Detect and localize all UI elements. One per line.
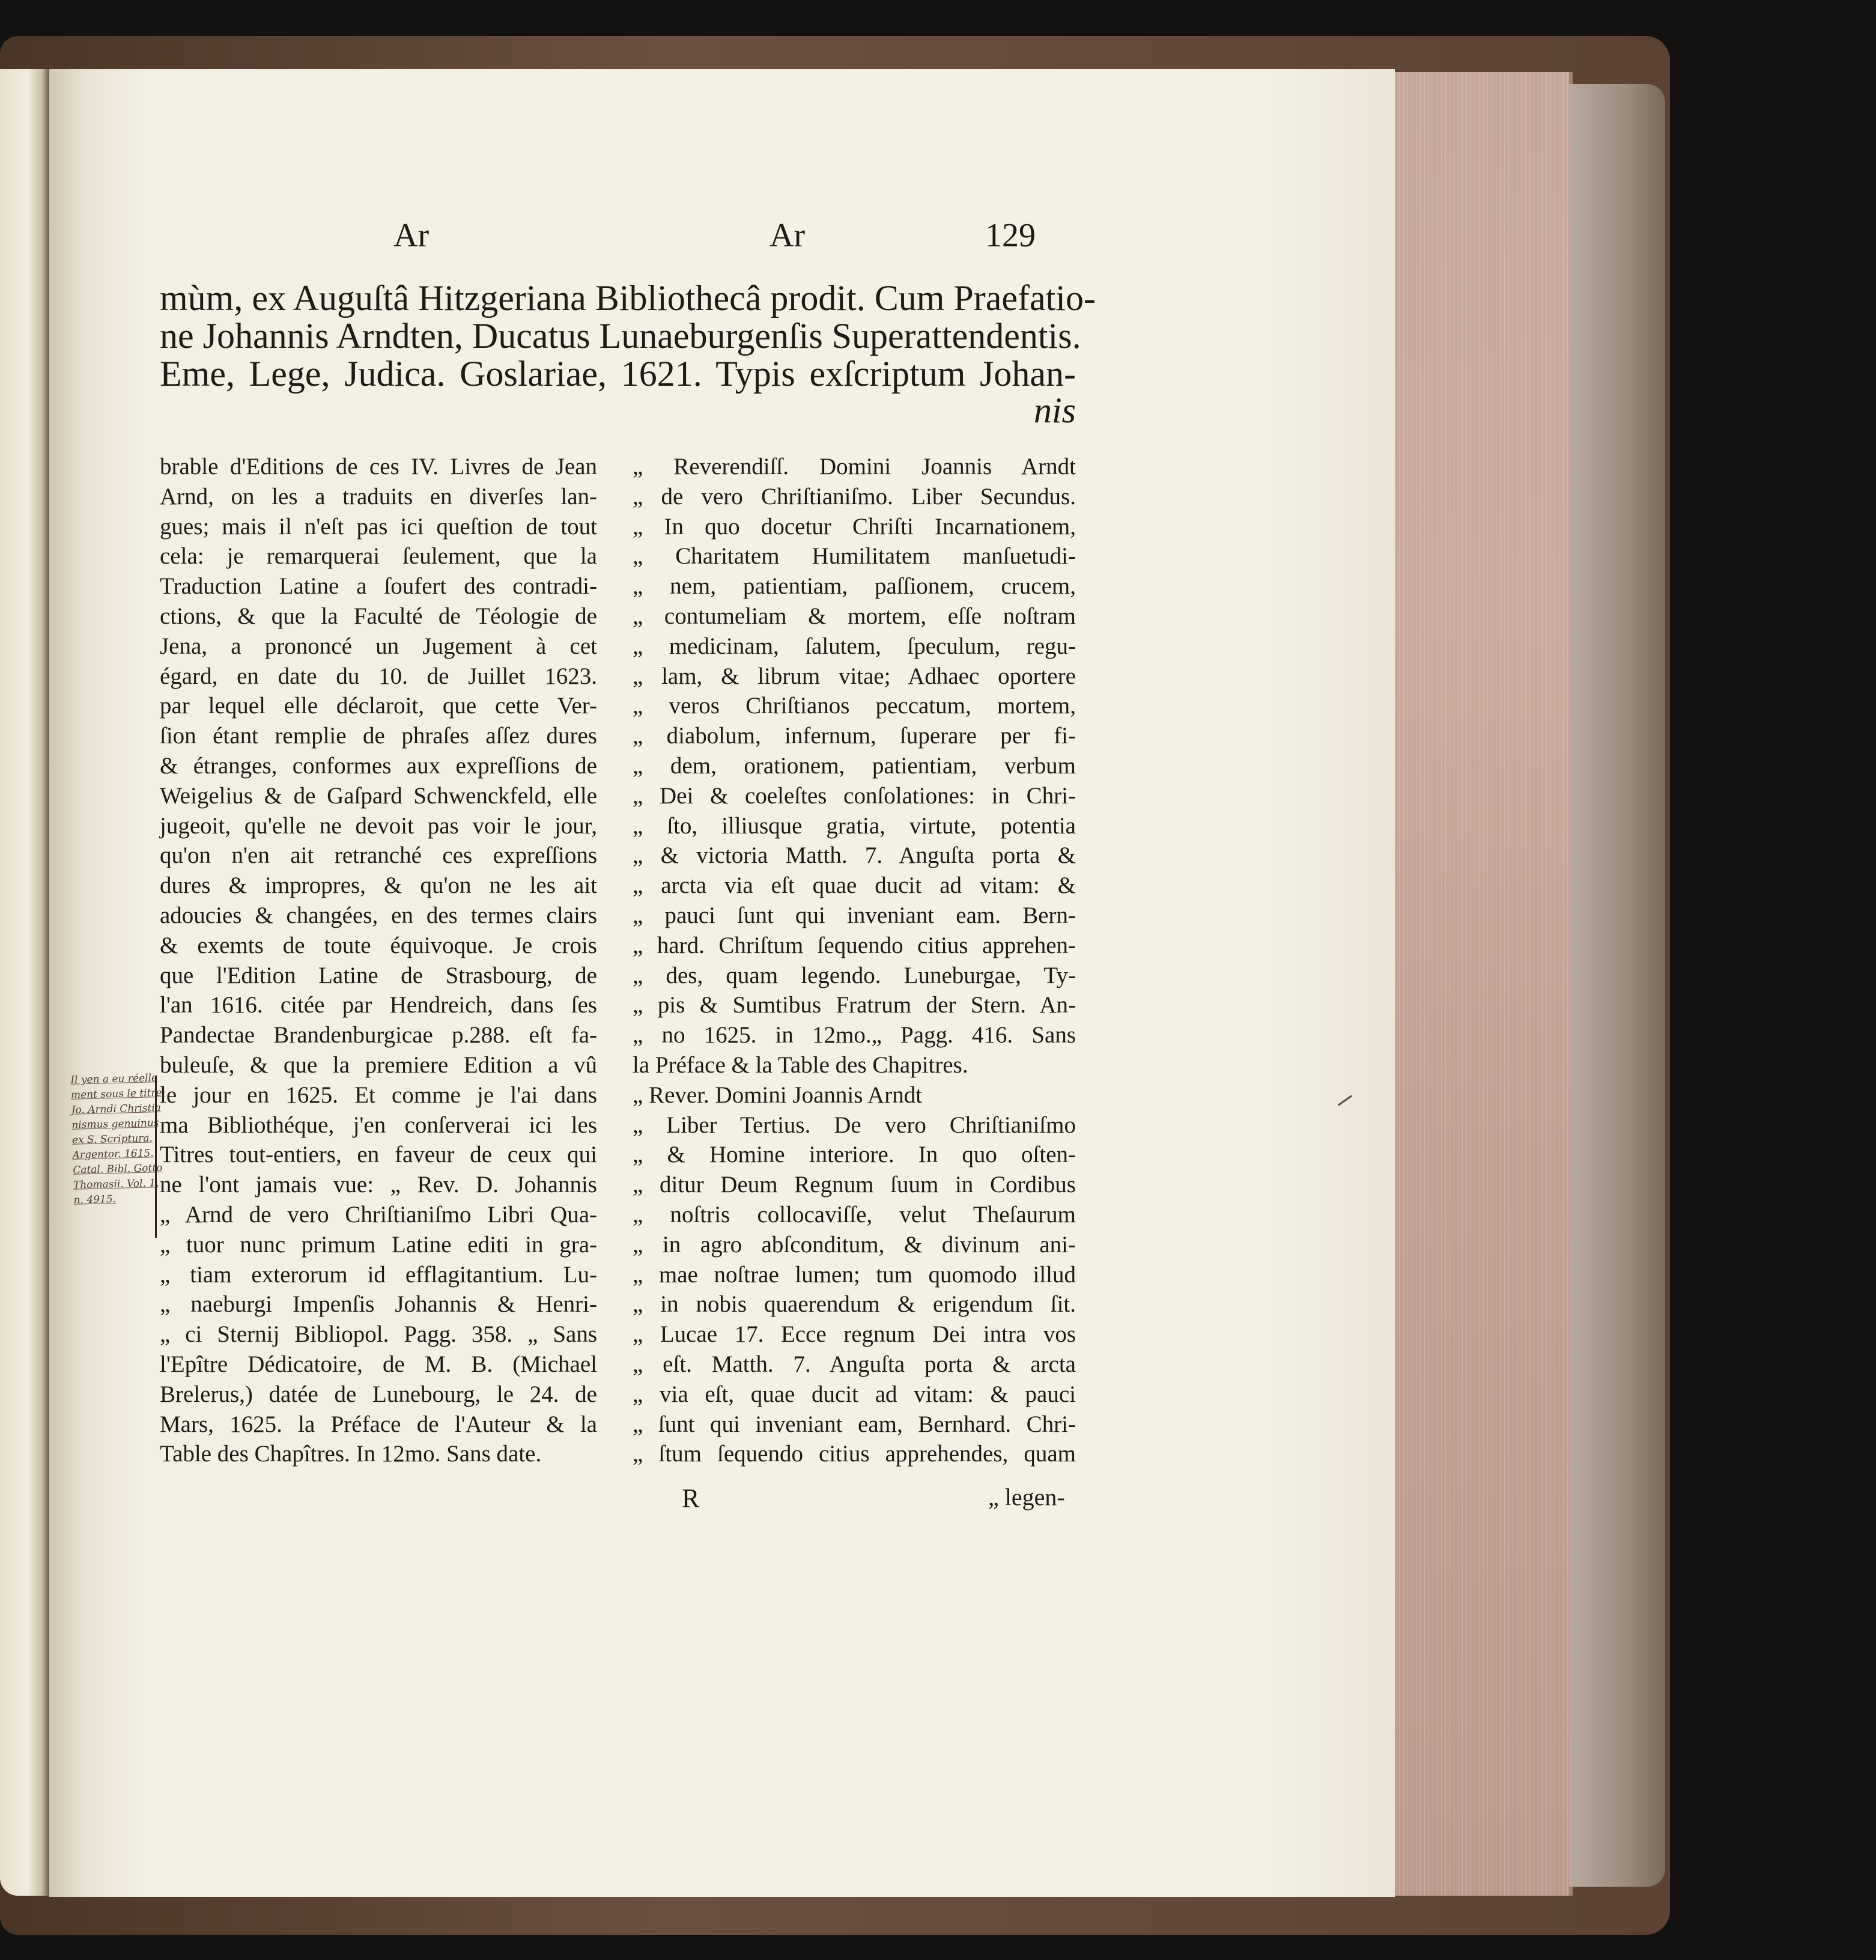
right-column-line: „ via eſt, quae ducit ad vitam: & pauci	[633, 1381, 1076, 1407]
signature-mark: R	[682, 1484, 700, 1513]
top-line-2: ne Johannis Arndten, Ducatus Lunaeburgenſis Superattendentis.	[160, 316, 1081, 356]
page-fore-edge	[1395, 72, 1573, 1896]
right-column-line: „ Charitatem Humilitatem manſuetudi-	[633, 543, 1076, 570]
left-column-line: cela: je remarquerai ſeulement, que la	[160, 543, 597, 570]
margin-note-line: ment sous le titre:	[70, 1086, 166, 1101]
left-column-line: ſion étant remplie de phraſes aſſez dures	[160, 723, 597, 749]
left-column-line: & étranges, conformes aux expreſſions de	[160, 752, 597, 779]
left-column-line: ne l'ont jamais vue: „ Rev. D. Johannis	[160, 1172, 597, 1198]
left-column-line: l'an 1616. citée par Hendreich, dans ſes	[160, 992, 597, 1018]
left-column-line: ma Bibliothéque, j'en conſerverai ici les	[160, 1112, 597, 1138]
left-column-line: adoucies & changées, en des termes clairs	[160, 902, 597, 928]
left-page-edge	[0, 69, 49, 1896]
right-column-line: „ lam, & librum vitae; Adhaec oportere	[633, 663, 1076, 689]
right-column-line: „ & Homine interiore. In quo oſten-	[633, 1142, 1076, 1168]
left-column-line: „ ci Sternij Bibliopol. Pagg. 358. „ Sans	[160, 1321, 597, 1348]
left-column-line: „ naeburgi Impenſis Johannis & Henri-	[160, 1291, 597, 1318]
left-column-line: Traduction Latine a ſoufert des contradi-	[160, 573, 597, 600]
right-column-line: „ ſto, illiusque gratia, virtute, potentia	[633, 812, 1076, 839]
right-column-line: „ noſtris collocaviſſe, velut Theſaurum	[633, 1201, 1076, 1228]
right-column-line: „ in agro abſconditum, & divinum ani-	[633, 1231, 1076, 1258]
running-head-right: Ar	[770, 217, 806, 254]
left-column-line: Pandectae Brandenburgicae p.288. eſt fa-	[160, 1022, 597, 1048]
margin-note-line: Argentor. 1615.	[72, 1147, 154, 1161]
left-column-line: qu'on n'en ait retranché ces expreſſions	[160, 842, 597, 869]
left-column-line: Brelerus,) datée de Lunebourg, le 24. de	[160, 1381, 597, 1407]
left-column-line: „ tuor nunc primum Latine editi in gra-	[160, 1231, 597, 1258]
handwritten-margin-note	[70, 1071, 166, 1208]
right-column-line: „ In quo docetur Chriſti Incarnationem,	[633, 513, 1076, 540]
left-column-line: brable d'Editions de ces IV. Livres de Jean	[160, 454, 597, 479]
left-column-line: l'Epître Dédicatoire, de M. B. (Michael	[160, 1351, 597, 1377]
right-column-line: „ Liber Tertius. De vero Chriſtianiſmo	[633, 1112, 1076, 1138]
right-column-line: „ ſtum ſequendo citius apprehendes, quam	[633, 1441, 1076, 1467]
left-column-line: dures & impropres, & qu'on ne les ait	[160, 872, 597, 899]
margin-note-bracket	[155, 1076, 164, 1238]
right-column-line: „ ditur Deum Regnum ſuum in Cordibus	[633, 1172, 1076, 1198]
margin-note-line: Il yen a eu réelle	[70, 1072, 158, 1086]
left-column-line: par lequel elle déclaroit, que cette Ver-	[160, 693, 597, 719]
left-column-line: ctions, & que la Faculté de Téologie de	[160, 603, 597, 629]
right-column-line: „ diabolum, infernum, ſuperare per fi-	[633, 723, 1076, 749]
right-column-line: „ veros Chriſtianos peccatum, mortem,	[633, 693, 1076, 719]
right-column-line: „ ſunt qui inveniant eam, Bernhard. Chri-	[633, 1411, 1076, 1437]
left-column-line: que l'Edition Latine de Strasbourg, de	[160, 962, 597, 988]
margin-note-line: Jo. Arndi Christia	[71, 1101, 162, 1116]
right-column-line: „ pauci ſunt qui inveniant eam. Bern-	[633, 902, 1076, 928]
right-column-line: „ mae noſtrae lumen; tum quomodo illud	[633, 1261, 1076, 1288]
right-column-line: „ nem, patientiam, paſſionem, crucem,	[633, 573, 1076, 600]
left-column-line: Mars, 1625. la Préface de l'Auteur & la	[160, 1411, 597, 1437]
right-column-line: la Préface & la Table des Chapitres.	[633, 1052, 968, 1078]
right-column-line: „ & victoria Matth. 7. Anguſta porta &	[633, 842, 1076, 869]
right-column-line: „ des, quam legendo. Luneburgae, Ty-	[633, 962, 1076, 988]
top-line-3: Eme, Lege, Judica. Goslariae, 1621. Typis exſcriptum Johan-	[160, 354, 1076, 394]
left-column-line: „ Arnd de vero Chriſtianiſmo Libri Qua-	[160, 1201, 597, 1228]
right-column-line: „ Lucae 17. Ecce regnum Dei intra vos	[633, 1321, 1076, 1348]
left-column-line: & exemts de toute équivoque. Je crois	[160, 932, 597, 958]
right-column-line: „ in nobis quaerendum & erigendum ſit.	[633, 1291, 1076, 1318]
right-column-line: „ Dei & coeleſtes conſolationes: in Chri-	[633, 782, 1076, 809]
right-column-line: „ eſt. Matth. 7. Anguſta porta & arcta	[633, 1351, 1076, 1377]
left-column-line: égard, en date du 10. de Juillet 1623.	[160, 663, 597, 689]
right-column-line: „ contumeliam & mortem, eſſe noſtram	[633, 603, 1076, 629]
right-column-line: „ dem, orationem, patientiam, verbum	[633, 752, 1076, 779]
catchword: „ legen-	[988, 1484, 1065, 1511]
left-column-line: Arnd, on les a traduits en diverſes lan-	[160, 483, 597, 510]
right-column-line: „ hard. Chriſtum ſequendo citius apprehen-	[633, 932, 1076, 958]
right-column-line: „ no 1625. in 12mo.„ Pagg. 416. Sans	[633, 1022, 1076, 1048]
margin-note-line: n. 4915.	[73, 1193, 117, 1207]
right-column-line: „ Rever. Domini Joannis Arndt	[633, 1082, 923, 1108]
margin-note-line: ex S. Scriptura.	[71, 1132, 153, 1146]
left-column-line: Titres tout-entiers, en faveur de ceux qui	[160, 1142, 597, 1168]
left-column-line: gues; mais il n'eſt pas ici queſtion de tout	[160, 513, 597, 540]
top-line-4: nis	[1033, 391, 1076, 430]
right-column	[633, 452, 1076, 1469]
right-column-line: „ medicinam, ſalutem, ſpeculum, regu-	[633, 633, 1076, 659]
page-number: 129	[985, 217, 1036, 254]
left-column-line: „ tiam exterorum id efflagitantium. Lu-	[160, 1261, 597, 1288]
right-column-line: „ pis & Sumtibus Fratrum der Stern. An-	[633, 992, 1076, 1018]
cover-edge	[1569, 84, 1665, 1887]
left-column	[160, 452, 597, 1469]
running-head-left: Ar	[393, 217, 430, 254]
margin-note-line: Catal. Bibl. Gotto	[73, 1161, 163, 1176]
right-column-line: „ Reverendiſſ. Domini Joannis Arndt	[633, 454, 1076, 479]
margin-note-line: Thomasii. Vol. 1.	[73, 1177, 159, 1192]
left-column-line: Table des Chapîtres. In 12mo. Sans date.	[160, 1441, 542, 1467]
right-column-line: „ de vero Chriſtianiſmo. Liber Secundus.	[633, 483, 1076, 510]
top-line-1: mùm, ex Auguſtâ Hitzgeriana Bibliothecâ prodit. Cum Praefatio-	[160, 278, 1096, 318]
right-column-line: „ arcta via eſt quae ducit ad vitam: &	[633, 872, 1076, 899]
left-column-line: Weigelius & de Gaſpard Schwenckfeld, elle	[160, 782, 597, 809]
left-column-line: jugeoit, qu'elle ne devoit pas voir le jour,	[160, 812, 597, 839]
margin-note-line: nismus genuinus	[71, 1117, 159, 1131]
left-column-line: buleuſe, & que la premiere Edition a vû	[160, 1052, 597, 1078]
left-column-line: Jena, a prononcé un Jugement à cet	[160, 633, 597, 659]
left-column-line: le jour en 1625. Et comme je l'ai dans	[160, 1082, 597, 1108]
